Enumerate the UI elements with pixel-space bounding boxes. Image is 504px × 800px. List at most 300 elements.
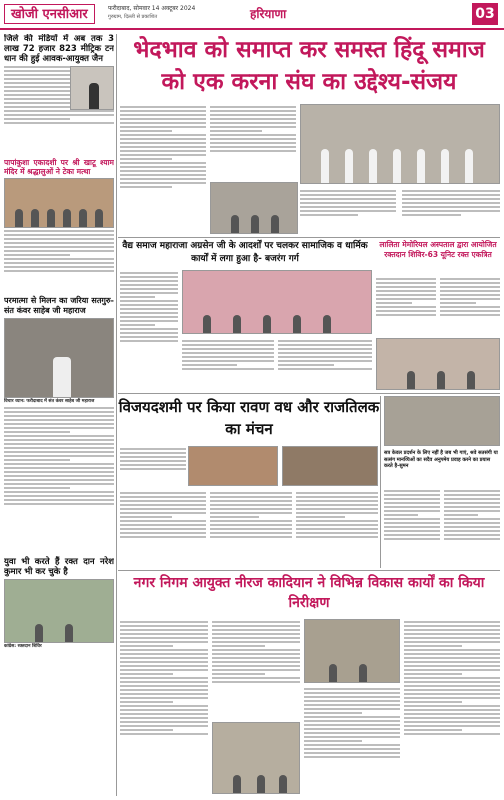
text-line: [404, 713, 500, 715]
text-line: [4, 90, 70, 92]
text-line: [4, 431, 70, 433]
text-line: [4, 447, 114, 449]
article-body: [210, 104, 296, 179]
text-line: [182, 356, 274, 358]
text-line: [120, 492, 206, 494]
text-line: [120, 138, 206, 140]
text-line: [296, 528, 378, 530]
blood-camp-photo: [376, 338, 500, 390]
column-divider: [116, 34, 117, 796]
text-line: [210, 532, 292, 534]
text-line: [296, 492, 378, 494]
text-line: [210, 492, 292, 494]
text-line: [120, 304, 178, 306]
article-body: [296, 490, 378, 566]
text-line: [404, 733, 500, 735]
text-line: [4, 439, 114, 441]
text-line: [4, 423, 114, 425]
text-line: [120, 170, 206, 172]
text-line: [4, 110, 114, 112]
text-line: [440, 294, 500, 296]
text-line: [212, 641, 300, 643]
text-line: [120, 725, 208, 727]
article-body: [444, 488, 500, 566]
text-line: [384, 498, 440, 500]
text-line: [4, 270, 114, 272]
text-line: [120, 508, 206, 510]
left-headline-4: युवा भी करते हैं रक्त दान नरेश कुमार भी कर चुके है: [4, 556, 114, 577]
rss-group-photo: [210, 182, 298, 234]
text-line: [278, 368, 372, 370]
inspection-photo-1: [212, 722, 300, 794]
text-line: [404, 629, 500, 631]
text-line: [404, 673, 462, 675]
text-line: [4, 499, 114, 501]
text-line: [444, 494, 500, 496]
text-line: [4, 230, 114, 232]
text-line: [4, 455, 114, 457]
text-line: [4, 242, 114, 244]
text-line: [440, 310, 500, 312]
text-line: [120, 637, 208, 639]
text-line: [4, 411, 114, 413]
text-line: [120, 721, 208, 723]
article-body: [304, 686, 400, 794]
text-line: [212, 649, 300, 651]
text-line: [376, 286, 436, 288]
text-line: [182, 368, 274, 370]
text-line: [4, 122, 114, 124]
text-line: [376, 298, 436, 300]
text-line: [304, 740, 362, 742]
text-line: [210, 142, 296, 144]
masthead: [0, 0, 504, 30]
text-line: [182, 348, 274, 350]
text-line: [120, 312, 178, 314]
section-divider: [118, 393, 500, 394]
text-line: [304, 756, 400, 758]
text-line: [120, 677, 208, 679]
text-line: [120, 106, 206, 108]
text-line: [120, 328, 178, 330]
text-line: [404, 681, 500, 683]
text-line: [384, 522, 440, 524]
text-line: [4, 246, 114, 248]
text-line: [212, 677, 300, 679]
newspaper-logo: खोजी एनसीआर: [4, 4, 95, 24]
text-line: [404, 717, 500, 719]
text-line: [384, 526, 440, 528]
text-line: [120, 689, 208, 691]
text-line: [120, 134, 206, 136]
text-line: [402, 190, 500, 192]
text-line: [212, 681, 300, 683]
text-line: [384, 506, 440, 508]
text-line: [120, 460, 186, 462]
article-body: [120, 619, 208, 795]
text-line: [120, 280, 178, 282]
text-line: [300, 194, 396, 196]
text-line: [120, 717, 208, 719]
text-line: [120, 464, 186, 466]
text-line: [120, 673, 173, 675]
text-line: [210, 504, 292, 506]
text-line: [120, 162, 206, 164]
photo-caption: कांग्रेस: रक्तदान शिविर: [4, 643, 42, 649]
text-line: [402, 202, 500, 204]
text-line: [376, 294, 436, 296]
text-line: [212, 661, 300, 663]
text-line: [212, 633, 300, 635]
text-line: [296, 512, 378, 514]
text-line: [120, 288, 178, 290]
text-line: [120, 292, 178, 294]
text-line: [384, 534, 440, 536]
text-line: [4, 443, 114, 445]
text-line: [304, 748, 400, 750]
text-line: [120, 126, 206, 128]
text-line: [444, 530, 500, 532]
section-title: हरियाणा: [250, 7, 287, 21]
text-line: [120, 178, 206, 180]
text-line: [444, 502, 500, 504]
text-line: [4, 487, 70, 489]
satsang-photo: [384, 396, 500, 446]
text-line: [210, 146, 296, 148]
text-line: [120, 158, 172, 160]
text-line: [444, 534, 500, 536]
ramlila-photo-1: [188, 446, 278, 486]
article-body: [120, 490, 206, 566]
text-line: [120, 532, 206, 534]
text-line: [304, 744, 400, 746]
text-line: [376, 310, 436, 312]
text-line: [444, 522, 500, 524]
text-line: [404, 669, 500, 671]
text-line: [120, 729, 173, 731]
text-line: [402, 198, 500, 200]
text-line: [120, 733, 208, 735]
text-line: [4, 459, 70, 461]
article-body: [278, 338, 372, 386]
issue-date: फरीदाबाद, सोमवार 14 अक्टूबर 2024: [108, 5, 196, 12]
text-line: [120, 504, 206, 506]
text-line: [404, 689, 500, 691]
text-line: [300, 190, 396, 192]
satsang-headline: सत्र केवल प्रदर्शन के लिए नहीं है जब भी गाएं, श्रवे सतसंगी या सत्संग मानव्यिओं का सदैव अनुपमेय प्रवाह करने का प्रयास करते है-सुमन: [384, 450, 500, 484]
article-body: [212, 619, 300, 719]
left-headline-2: पापांकुशा एकादशी पर श्री खाटू श्याम मंदिर में श्रद्धालुओं ने टेका मत्था: [4, 158, 114, 176]
text-line: [304, 724, 400, 726]
text-line: [4, 503, 114, 505]
text-line: [404, 621, 500, 623]
text-line: [4, 238, 114, 240]
text-line: [210, 118, 296, 120]
article-body: [210, 490, 292, 566]
left-column: [4, 34, 114, 796]
text-line: [120, 641, 208, 643]
text-line: [120, 669, 208, 671]
column-divider: [380, 396, 381, 568]
left-headline-3: परमात्मा से मिलन का जरिया सतगुरु-संत कंवर साहेब जी महाराज: [4, 296, 114, 315]
text-line: [4, 479, 114, 481]
text-line: [4, 475, 114, 477]
text-line: [296, 508, 378, 510]
municipal-headline: नगर निगम आयुक्त नीरज कादियान ने विभिन्न विकास कार्यों का किया निरीक्षण: [118, 573, 500, 615]
text-line: [296, 504, 378, 506]
text-line: [376, 306, 436, 308]
text-line: [4, 495, 114, 497]
text-line: [404, 677, 500, 679]
text-line: [120, 146, 206, 148]
text-line: [304, 720, 400, 722]
text-line: [120, 468, 186, 470]
text-line: [210, 508, 292, 510]
text-line: [120, 649, 208, 651]
text-line: [120, 340, 178, 342]
text-line: [404, 653, 500, 655]
text-line: [376, 314, 436, 316]
text-line: [120, 118, 206, 120]
text-line: [304, 688, 400, 690]
text-line: [404, 721, 500, 723]
text-line: [120, 536, 206, 538]
text-line: [384, 510, 440, 512]
text-line: [182, 352, 274, 354]
text-line: [4, 491, 114, 493]
article-body: [402, 188, 500, 234]
text-line: [440, 286, 500, 288]
text-line: [404, 709, 500, 711]
text-line: [210, 536, 292, 538]
text-line: [296, 500, 378, 502]
page-number: 03: [472, 3, 498, 25]
text-line: [120, 150, 206, 152]
text-line: [212, 673, 265, 675]
text-line: [4, 254, 70, 256]
text-line: [300, 198, 396, 200]
text-line: [278, 360, 372, 362]
text-line: [444, 526, 500, 528]
text-line: [212, 645, 265, 647]
article-body: [376, 276, 436, 336]
text-line: [384, 518, 440, 520]
text-line: [404, 633, 500, 635]
text-line: [304, 704, 400, 706]
text-line: [120, 496, 206, 498]
section-divider: [118, 237, 500, 238]
text-line: [120, 645, 173, 647]
text-line: [120, 182, 206, 184]
text-line: [210, 500, 292, 502]
text-line: [376, 278, 436, 280]
text-line: [182, 364, 237, 366]
text-line: [444, 518, 500, 520]
text-line: [4, 427, 114, 429]
text-line: [4, 483, 114, 485]
text-line: [120, 693, 208, 695]
text-line: [4, 114, 114, 116]
text-line: [120, 296, 155, 298]
text-line: [120, 174, 206, 176]
text-line: [210, 114, 296, 116]
text-line: [212, 653, 300, 655]
text-line: [210, 126, 296, 128]
text-line: [120, 629, 208, 631]
text-line: [444, 506, 500, 508]
text-line: [120, 276, 178, 278]
text-line: [278, 356, 372, 358]
text-line: [120, 665, 208, 667]
text-line: [120, 701, 173, 703]
text-line: [384, 514, 418, 516]
dussehra-headline: विजयदशमी पर किया रावण वध और राजतिलक का मंचन: [118, 396, 380, 442]
text-line: [4, 262, 114, 264]
text-line: [212, 669, 300, 671]
text-line: [278, 340, 372, 342]
text-line: [440, 278, 500, 280]
photo-caption: विचार ध्यान: फरीदाबाद में संत कंवर साहेब जी महाराज: [4, 399, 95, 404]
text-line: [404, 649, 500, 651]
text-line: [4, 435, 114, 437]
text-line: [376, 282, 436, 284]
text-line: [304, 732, 400, 734]
official-portrait-photo: [70, 66, 114, 110]
text-line: [120, 653, 208, 655]
text-line: [210, 106, 296, 108]
text-line: [210, 110, 296, 112]
article-body: [182, 338, 274, 386]
text-line: [210, 516, 259, 518]
text-line: [4, 419, 114, 421]
text-line: [120, 186, 172, 188]
text-line: [120, 122, 206, 124]
text-line: [304, 728, 400, 730]
text-line: [210, 520, 292, 522]
text-line: [444, 538, 500, 540]
text-line: [212, 621, 300, 623]
text-line: [304, 752, 400, 754]
text-line: [402, 194, 500, 196]
text-line: [296, 532, 378, 534]
text-line: [4, 471, 114, 473]
text-line: [304, 736, 400, 738]
article-body: [120, 446, 186, 486]
text-line: [120, 272, 178, 274]
text-line: [278, 348, 372, 350]
text-line: [210, 524, 292, 526]
text-line: [120, 621, 208, 623]
text-line: [444, 514, 478, 516]
text-line: [296, 524, 378, 526]
text-line: [296, 536, 378, 538]
text-line: [4, 467, 114, 469]
text-line: [444, 490, 500, 492]
text-line: [4, 266, 114, 268]
text-line: [120, 324, 155, 326]
text-line: [444, 510, 500, 512]
text-line: [120, 685, 208, 687]
lead-headline: भेदभाव को समाप्त कर समस्त हिंदू समाज को एक करना संघ का उद्देश्य-संजय: [118, 34, 500, 100]
text-line: [304, 716, 400, 718]
text-line: [120, 709, 208, 711]
inspection-photo-2: [304, 619, 400, 683]
text-line: [210, 496, 292, 498]
ramlila-photo-2: [282, 446, 378, 486]
article-body: [4, 407, 114, 557]
text-line: [404, 705, 500, 707]
text-line: [296, 520, 378, 522]
text-line: [120, 110, 206, 112]
issue-subline: गुरुग्राम, दिल्ली से प्रकाशित: [108, 14, 158, 20]
text-line: [120, 528, 206, 530]
text-line: [300, 202, 396, 204]
text-line: [402, 210, 500, 212]
text-line: [404, 657, 500, 659]
text-line: [120, 130, 172, 132]
text-line: [182, 344, 274, 346]
text-line: [440, 298, 500, 300]
text-line: [278, 344, 372, 346]
text-line: [384, 530, 440, 532]
text-line: [120, 452, 186, 454]
text-line: [404, 641, 500, 643]
text-line: [120, 697, 208, 699]
article-body: [120, 270, 178, 380]
text-line: [440, 302, 476, 304]
text-line: [212, 625, 300, 627]
text-line: [120, 512, 206, 514]
article-body: [300, 188, 396, 234]
text-line: [120, 336, 178, 338]
text-line: [210, 150, 296, 152]
text-line: [120, 681, 208, 683]
text-line: [120, 633, 208, 635]
text-line: [210, 134, 296, 136]
text-line: [120, 661, 208, 663]
text-line: [384, 502, 440, 504]
text-line: [120, 166, 206, 168]
vaishya-headline: वैद्य समाज महाराजा अग्रसेन जी के आदर्शों पर चलकर सामाजिक व धार्मिक कार्यों में लगा हुआ है- बजरंग गर्ग: [120, 240, 370, 266]
article-body: [4, 230, 114, 296]
text-line: [212, 637, 300, 639]
text-line: [120, 142, 206, 144]
text-line: [120, 625, 208, 627]
left-headline-1: जिले की मंडियों में अब तक 3 लाख 72 हजार 823 मीट्रिक टन धान की हुई आवक-आयुक्त जैन: [4, 34, 114, 64]
text-line: [304, 700, 400, 702]
text-line: [404, 701, 462, 703]
samaj-event-photo: [182, 270, 372, 334]
text-line: [4, 258, 114, 260]
text-line: [120, 657, 208, 659]
text-line: [296, 516, 345, 518]
text-line: [440, 290, 500, 292]
text-line: [4, 451, 114, 453]
text-line: [402, 214, 461, 216]
text-line: [384, 538, 440, 540]
article-body: [384, 488, 440, 566]
text-line: [376, 302, 412, 304]
text-line: [384, 494, 440, 496]
text-line: [376, 290, 436, 292]
text-line: [404, 625, 500, 627]
text-line: [402, 206, 500, 208]
text-line: [440, 314, 500, 316]
text-line: [210, 528, 292, 530]
text-line: [278, 352, 372, 354]
text-line: [120, 456, 186, 458]
text-line: [120, 524, 206, 526]
